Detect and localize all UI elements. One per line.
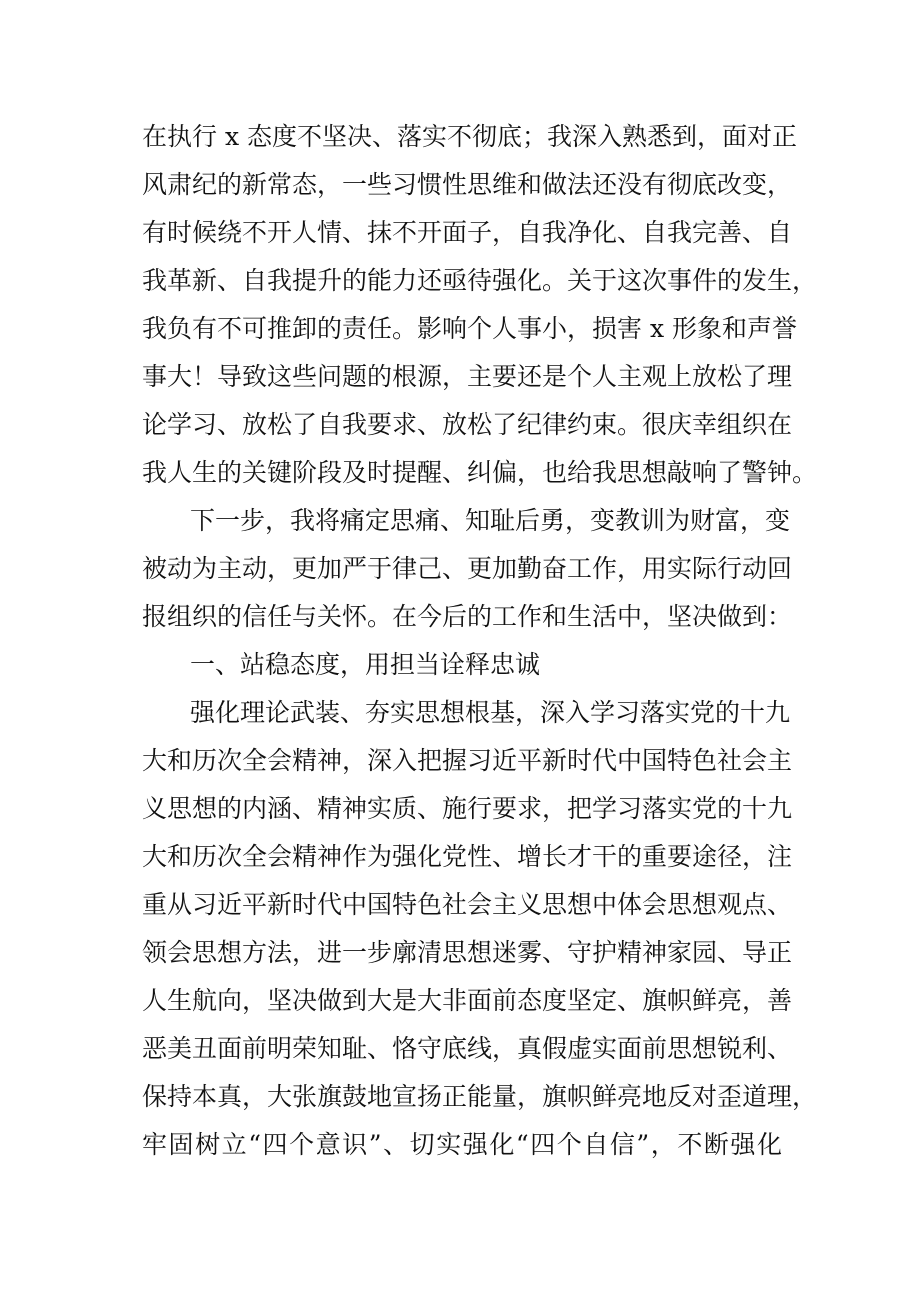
- text-line: 事大！导致这些问题的根源，主要还是个人主观上放松了理: [142, 362, 793, 391]
- text-line: 我负有不可推卸的责任。影响个人事小，损害 x 形象和声誉: [142, 314, 797, 343]
- text-line: 在执行 x 态度不坚决、落实不彻底；我深入熟悉到，面对正: [142, 122, 797, 151]
- text-line: 保持本真，大张旗鼓地宣扬正能量，旗帜鲜亮地反对歪道理，: [142, 1082, 818, 1111]
- paragraph-first-line: 强化理论武装、夯实思想根基，深入学习落实党的十九: [190, 698, 791, 727]
- text-line: 义思想的内涵、精神实质、施行要求，把学习落实党的十九: [142, 794, 793, 823]
- text-line: 风肃纪的新常态，一些习惯性思维和做法还没有彻底改变，: [142, 170, 793, 199]
- text-line: 牢固树立“四个意识”、切实强化“四个自信”，不断强化: [142, 1130, 782, 1159]
- text-line: 大和历次全会精神，深入把握习近平新时代中国特色社会主: [142, 746, 793, 775]
- paragraph-first-line: 下一步，我将痛定思痛、知耻后勇，变教训为财富，变: [190, 506, 791, 535]
- text-line: 人生航向，坚决做到大是大非面前态度坚定、旗帜鲜亮，善: [142, 986, 793, 1015]
- text-line: 恶美丑面前明荣知耻、恪守底线，真假虚实面前思想锐利、: [142, 1034, 793, 1063]
- text-line: 重从习近平新时代中国特色社会主义思想中体会思想观点、: [142, 890, 793, 919]
- text-line: 被动为主动，更加严于律己、更加勤奋工作，用实际行动回: [142, 554, 793, 583]
- section-heading: 一、站稳态度，用担当诠释忠诚: [190, 650, 541, 679]
- text-line: 有时候绕不开人情、抹不开面子，自我净化、自我完善、自: [142, 218, 793, 247]
- text-line: 我人生的关键阶段及时提醒、纠偏，也给我思想敲响了警钟。: [142, 458, 818, 487]
- text-line: 论学习、放松了自我要求、放松了纪律约束。很庆幸组织在: [142, 410, 793, 439]
- text-line: 报组织的信任与关怀。在今后的工作和生活中，坚决做到：: [142, 602, 793, 631]
- text-line: 大和历次全会精神作为强化党性、增长才干的重要途径，注: [142, 842, 793, 871]
- text-line: 领会思想方法，进一步廓清思想迷雾、守护精神家园、导正: [142, 938, 793, 967]
- text-line: 我革新、自我提升的能力还亟待强化。关于这次事件的发生，: [142, 266, 818, 295]
